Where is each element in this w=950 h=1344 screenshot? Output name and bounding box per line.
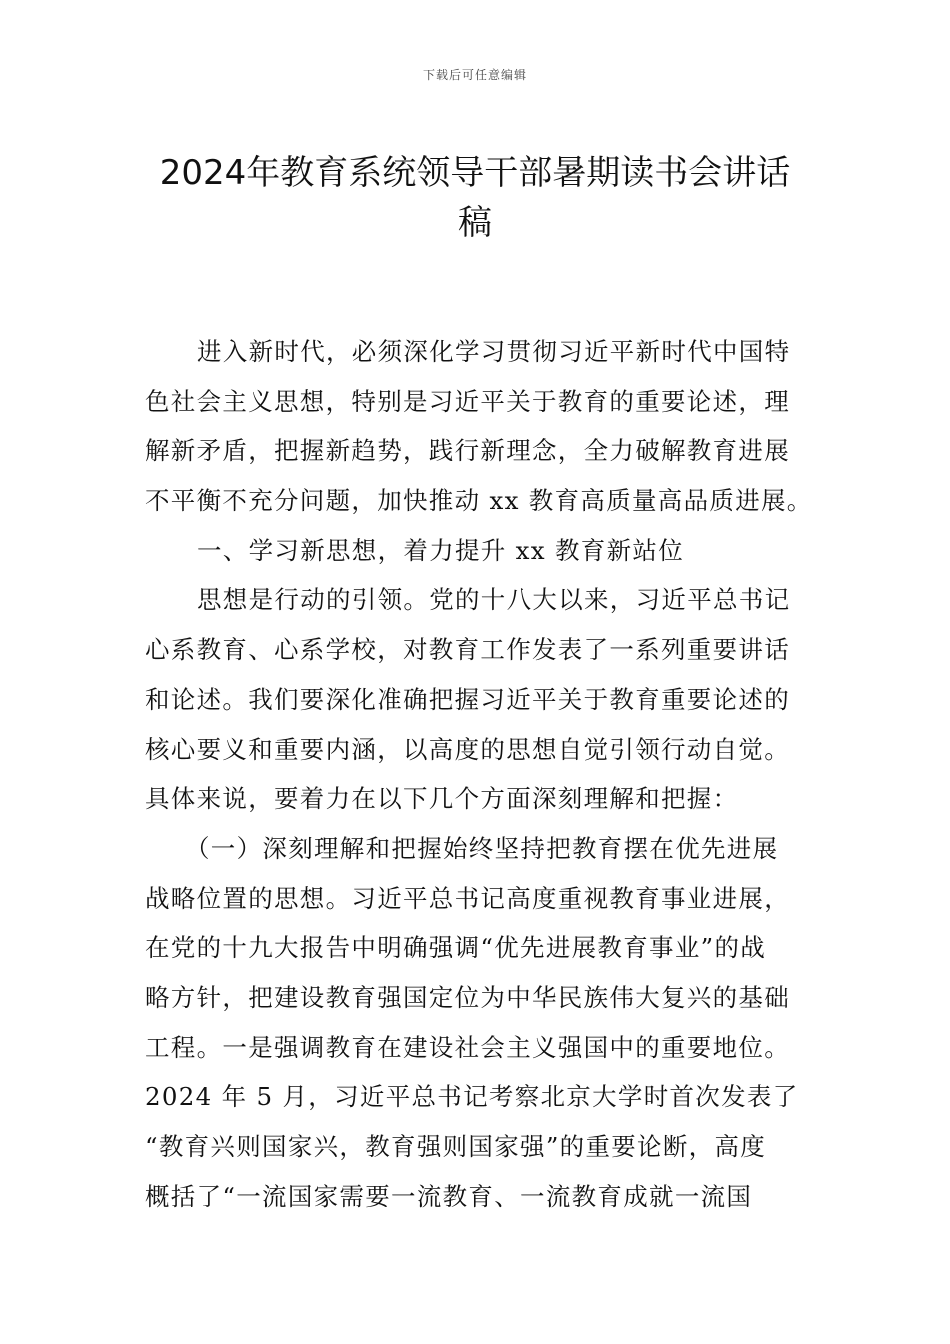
body-line: 2024 年 5 月，习近平总书记考察北京大学时首次发表了 — [145, 1082, 799, 1112]
body-line: 和论述。我们要深化准确把握习近平关于教育重要论述的 — [145, 684, 790, 714]
body-line: 具体来说，要着力在以下几个方面深刻理解和把握： — [145, 784, 739, 814]
body-line: 进入新时代，必须深化学习贯彻习近平新时代中国特 — [197, 337, 791, 366]
body-line: 思想是行动的引领。党的十八大以来，习近平总书记 — [197, 585, 791, 615]
body-line: 略方针，把建设教育强国定位为中华民族伟大复兴的基础 — [145, 982, 790, 1012]
body-line: 战略位置的思想。习近平总书记高度重视教育事业进展， — [145, 883, 790, 913]
section-heading: 一、学习新思想，着力提升 xx 教育新站位 — [197, 535, 685, 565]
body-line: 心系教育、心系学校，对教育工作发表了一系列重要讲话 — [145, 635, 790, 665]
document-body — [145, 327, 845, 1221]
body-line: 工程。一是强调教育在建设社会主义强国中的重要地位。 — [145, 1032, 790, 1062]
subsection-line: （一）深刻理解和把握始终坚持把教育摆在优先进展 — [185, 833, 779, 863]
header-note: 下载后可任意编辑 — [422, 68, 527, 82]
document-title — [130, 148, 820, 248]
document-title-line-1: 2024年教育系统领导干部暑期读书会讲话 — [159, 153, 791, 193]
body-line: “教育兴则国家兴，教育强则国家强”的重要论断，高度 — [145, 1132, 767, 1161]
body-line: 色社会主义思想，特别是习近平关于教育的重要论述，理 — [145, 386, 790, 416]
body-line: 在党的十九大报告中明确强调“优先进展教育事业”的战 — [145, 933, 767, 963]
body-line: 核心要义和重要内涵，以高度的思想自觉引领行动自觉。 — [145, 734, 790, 764]
body-line: 解新矛盾，把握新趋势，践行新理念，全力破解教育进展 — [145, 436, 790, 466]
body-line: 概括了“一流国家需要一流教育、一流教育成就一流国 — [145, 1181, 753, 1211]
document-title-line-2: 稿 — [458, 203, 492, 243]
body-line: 不平衡不充分问题，加快推动 xx 教育高质量高品质进展。 — [145, 486, 813, 516]
